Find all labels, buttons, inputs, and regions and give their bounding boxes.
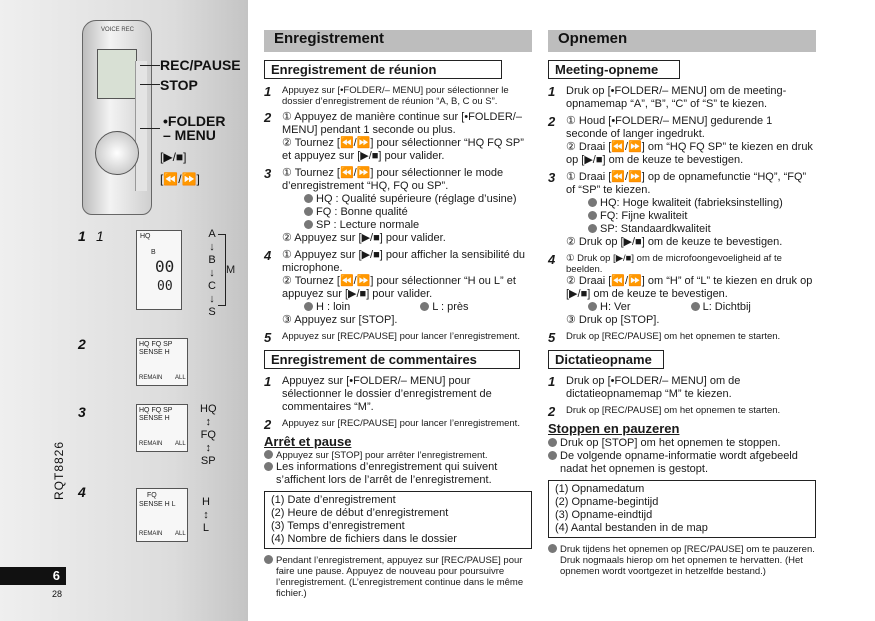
folder-c: C: [208, 280, 216, 292]
list-item: (2) Heure de début d’enregistrement: [271, 507, 449, 519]
lcd-display-step2: [136, 338, 188, 386]
comment-step-2-fr: 2 Appuyez sur [REC/PAUSE] pour lancer l’enregistrement.: [264, 417, 520, 432]
section-title-fr: Enregistrement: [264, 30, 532, 52]
stop-note-2-nl: De volgende opname-informatie wordt afgebeeld nadat het opnemen is gestopt.: [548, 450, 816, 476]
lcd-modes: HQ FQ SP: [139, 341, 173, 348]
folder-m: M: [226, 264, 236, 276]
dict-step-1-nl: 1 Druk op [•FOLDER/– MENU] om de dictatieopnamemap “M” te kiezen.: [548, 374, 741, 400]
lcd-display-step4: [136, 488, 188, 542]
list-item: (3) Opname-eindtijd: [555, 509, 653, 521]
sensitivity-cycle: H ↕ L: [202, 496, 210, 534]
lcd-digits: 00: [155, 257, 175, 276]
lcd-remain: REMAIN: [139, 441, 163, 447]
meeting-title-nl: Meeting-opneme: [548, 60, 680, 79]
folder-a: A: [208, 228, 216, 240]
step-number-3: 3: [78, 404, 86, 420]
leader-line: [140, 128, 160, 129]
folder-cycle: A ↓ B ↓ C ↓ S: [205, 228, 219, 319]
stop-title-nl: Stoppen en pauzeren: [548, 421, 680, 436]
voice-recorder-illustration: [82, 20, 152, 215]
stop-note-1-fr: Appuyez sur [STOP] pour arrêter l’enregistrement.: [264, 450, 532, 461]
label-rec-pause: REC/PAUSE: [160, 57, 241, 73]
lcd-all: ALL: [175, 531, 186, 537]
label-folder: •FOLDER: [163, 113, 226, 129]
dict-title-nl: Dictatieopname: [548, 350, 664, 369]
device-brand: VOICE REC: [101, 27, 135, 33]
stop-note-2-fr: Les informations d’enregistrement qui suivent s’affichent lors de l’arrêt de l’enregistrement.: [264, 461, 532, 487]
list-item: (4) Aantal bestanden in de map: [555, 522, 708, 534]
section-title-nl: Opnemen: [548, 30, 816, 52]
sense-l: L: [202, 522, 210, 534]
quality-sp: SP: [200, 455, 216, 467]
step-number-4: 4: [78, 484, 86, 500]
step-3-nl: 3 ① Draai [⏪/⏩] op de opnamefunctie “HQ”, “FQ” of “SP” te kiezen. HQ: Hoge kwaliteit (fabrieksinstelling) FQ: Fijne kwaliteit SP: Standaardkwaliteit ② Druk op [▶/■] om de keuze te bevestigen.: [548, 170, 807, 248]
folder-s: S: [208, 306, 216, 318]
stop-note-1-nl: Druk op [STOP] om het opnemen te stoppen.: [548, 437, 816, 450]
info-list-nl: [548, 480, 816, 538]
sense-h: H: [202, 496, 210, 508]
quality-fq: FQ: [200, 429, 216, 441]
dutch-column: [548, 30, 816, 577]
step-1-nl: 1 Druk op [•FOLDER/– MENU] om de meeting-opnamemap “A”, “B”, “C” of “S” te kiezen.: [548, 84, 787, 110]
lcd-mode: HQ: [140, 233, 151, 240]
device-side-buttons: [135, 61, 147, 191]
page-number: 6: [0, 567, 66, 585]
stop-title-fr: Arrêt et pause: [264, 434, 352, 449]
lcd-digits: 00: [157, 279, 173, 294]
lcd-all: ALL: [175, 441, 186, 447]
lcd-sense: SENSE H L: [139, 501, 176, 508]
lcd-folder: B: [151, 249, 156, 256]
info-list-fr: [264, 491, 532, 549]
list-item: (1) Opnamedatum: [555, 483, 645, 495]
device-screen: [97, 49, 137, 99]
step-5-fr: 5 Appuyez sur [REC/PAUSE] pour lancer l’enregistrement.: [264, 330, 520, 345]
pause-note-fr: Pendant l’enregistrement, appuyez sur [REC/PAUSE] pour faire une pause. Appuyez de nouveau pour poursuivre l’enregistrement. (L’enregistrement continue dans le même fichier.): [264, 555, 532, 599]
model-code: RQT8826: [52, 440, 66, 500]
lcd-display-step3: [136, 404, 188, 452]
label-menu: – MENU: [163, 127, 216, 143]
list-item: (2) Opname-begintijd: [555, 496, 659, 508]
illustration-panel: [0, 0, 248, 621]
leader-line: [140, 65, 160, 66]
comment-title-fr: Enregistrement de commentaires: [264, 350, 520, 369]
step-4-fr: 4 ① Appuyez sur [▶/■] pour afficher la sensibilité du microphone. ② Tournez [⏪/⏩] pour sélectionner “H ou L” et appuyez sur [▶/■] pour valider. H : loin L : près ③ Appuyez sur [STOP].: [264, 248, 526, 326]
page-number-small: 28: [52, 589, 63, 599]
step-2-fr: 2 ① Appuyez de manière continue sur [•FOLDER/– MENU] pendant 1 seconde ou plus. ② Tournez [⏪/⏩] pour sélectionner “HQ FQ SP” et appuyez sur [▶/■] pour valider.: [264, 110, 524, 162]
leader-line: [140, 84, 160, 85]
comment-step-1-fr: 1 Appuyez sur [•FOLDER/– MENU] pour sélectionner le dossier d’enregistrement de commentaires “M”.: [264, 374, 492, 413]
step-1-fr: 1 Appuyez sur [•FOLDER/– MENU] pour sélectionner le dossier d’enregistrement de réunion “A, B, C ou S”.: [264, 84, 509, 107]
step-4-nl: 4 ① Druk op [▶/■] om de microfoongevoeligheid af te beelden. ② Draai [⏪/⏩] om “H” of “L” te kiezen en druk op [▶/■] om de keuze te bevestigen. H: Ver L: Dichtbij ③ Druk op [STOP].: [548, 252, 813, 326]
play-stop-icon: [▶/■]: [160, 150, 187, 164]
pause-note-nl: Druk tijdens het opnemen op [REC/PAUSE] om te pauzeren. Druk nogmaals hierop om het opnemen te hervatten. (Het opnemen wordt voortgezet in hetzelfde bestand.): [548, 544, 816, 577]
list-item: (4) Nombre de fichiers dans le dossier: [271, 533, 457, 545]
lcd-remain: REMAIN: [139, 531, 163, 537]
quality-hq: HQ: [200, 403, 217, 415]
quality-cycle: HQ ↕ FQ ↕ SP: [200, 403, 217, 467]
step-3-fr: 3 ① Tournez [⏪/⏩] pour sélectionner le mode d’enregistrement “HQ, FQ ou SP”. HQ : Qualité supérieure (réglage d’usine) FQ : Bonne qualité SP : Lecture normale ② Appuyez sur [▶/■] pour valider.: [264, 166, 517, 244]
lcd-modes: HQ FQ SP: [139, 407, 173, 414]
lcd-sense: SENSE H: [139, 349, 170, 356]
step-number-1-outline: 1: [96, 228, 104, 244]
lcd-sense: SENSE H: [139, 415, 170, 422]
skip-dial-icon: [⏪/⏩]: [160, 172, 200, 186]
step-5-nl: 5 Druk op [REC/PAUSE] om het opnemen te starten.: [548, 330, 781, 345]
meeting-title-fr: Enregistrement de réunion: [264, 60, 502, 79]
list-item: (1) Date d’enregistrement: [271, 494, 396, 506]
step-number-2: 2: [78, 336, 86, 352]
label-stop: STOP: [160, 77, 198, 93]
step-2-nl: 2 ① Houd [•FOLDER/– MENU] gedurende 1 seconde of langer ingedrukt. ② Draai [⏪/⏩] om “HQ FQ SP” te kiezen en druk op [▶/■] om de keuze te bevestigen.: [548, 114, 813, 166]
folder-loop-bracket: [218, 234, 226, 306]
lcd-all: ALL: [175, 375, 186, 381]
lcd-display-folder: [136, 230, 182, 310]
list-item: (3) Temps d’enregistrement: [271, 520, 405, 532]
lcd-remain: REMAIN: [139, 375, 163, 381]
lcd-mode: FQ: [147, 492, 157, 499]
dict-step-2-nl: 2 Druk op [REC/PAUSE] om het opnemen te starten.: [548, 404, 781, 419]
french-column: [264, 30, 532, 599]
jog-dial: [95, 131, 139, 175]
folder-b: B: [208, 254, 216, 266]
step-number-1: 1: [78, 228, 86, 244]
